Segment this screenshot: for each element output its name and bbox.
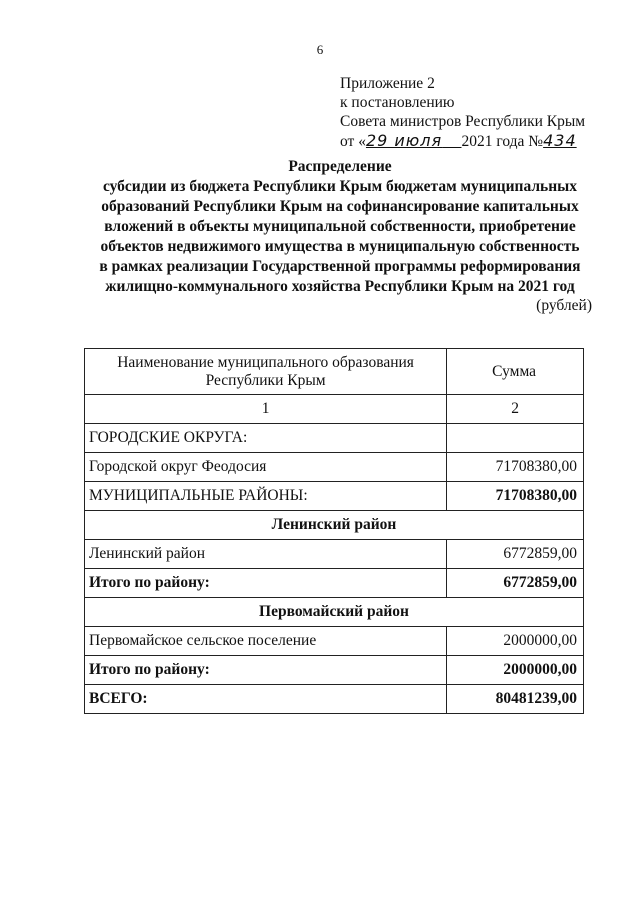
row-name: ВСЕГО: [85, 685, 447, 714]
title-line: жилищно-коммунального хозяйства Республики Крым на 2021 год [105, 278, 575, 295]
row-sum: 71708380,00 [447, 482, 584, 511]
title-line: в рамках реализации Государственной программы реформирования [99, 258, 581, 275]
row-name: ГОРОДСКИЕ ОКРУГА: [85, 424, 447, 453]
header-sum: Сумма [447, 349, 584, 395]
date-prefix: от « [340, 133, 366, 150]
row-sum: 6772859,00 [447, 540, 584, 569]
appendix-line-2: к постановлению [340, 94, 455, 111]
row-sum: 6772859,00 [447, 569, 584, 598]
table-row [85, 424, 584, 453]
row-name: Ленинский район [85, 540, 447, 569]
section-row [85, 511, 584, 540]
row-name: Итого по району: [85, 656, 447, 685]
document-title [70, 157, 610, 297]
total-row [85, 685, 584, 714]
row-name: МУНИЦИПАЛЬНЫЕ РАЙОНЫ: [85, 482, 447, 511]
title-line: объектов недвижимого имущества в муниципальную собственность [100, 238, 580, 255]
row-name: Итого по району: [85, 569, 447, 598]
column-number-2: 2 [447, 395, 584, 424]
appendix-line-1: Приложение 2 [340, 75, 435, 92]
title-line: вложений в объекты муниципальной собственности, приобретение [104, 218, 576, 235]
row-name: Первомайское сельское поселение [85, 627, 447, 656]
row-sum: 2000000,00 [447, 627, 584, 656]
page-number: 6 [316, 42, 324, 57]
table-header-row [85, 349, 584, 395]
distribution-table [84, 348, 584, 714]
title-heading: Распределение [288, 158, 392, 175]
appendix-block [340, 74, 585, 151]
subtotal-row [85, 569, 584, 598]
table-row [85, 627, 584, 656]
section-row [85, 598, 584, 627]
section-title: Первомайский район [85, 598, 584, 627]
handwritten-date: 29 июля [365, 131, 443, 150]
row-sum: 71708380,00 [447, 453, 584, 482]
appendix-date-line [340, 131, 585, 151]
row-sum: 80481239,00 [447, 685, 584, 714]
subtotal-row [85, 656, 584, 685]
section-title: Ленинский район [85, 511, 584, 540]
row-sum [447, 424, 584, 453]
table-row [85, 540, 584, 569]
appendix-line-3: Совета министров Республики Крым [340, 113, 586, 130]
header-name: Наименование муниципального образования Республики Крым [85, 349, 447, 395]
table-row [85, 453, 584, 482]
title-line: субсидии из бюджета Республики Крым бюджетам муниципальных [102, 178, 578, 195]
column-number-1: 1 [85, 395, 447, 424]
handwritten-number: 434 [543, 131, 577, 150]
table-row [85, 482, 584, 511]
title-line: образований Республики Крым на софинансирование капитальных [101, 198, 579, 215]
unit-label: (рублей) [536, 297, 592, 314]
row-sum: 2000000,00 [447, 656, 584, 685]
row-name: Городской округ Феодосия [85, 453, 447, 482]
column-number-row [85, 395, 584, 424]
date-suffix: 2021 года № [461, 133, 544, 150]
